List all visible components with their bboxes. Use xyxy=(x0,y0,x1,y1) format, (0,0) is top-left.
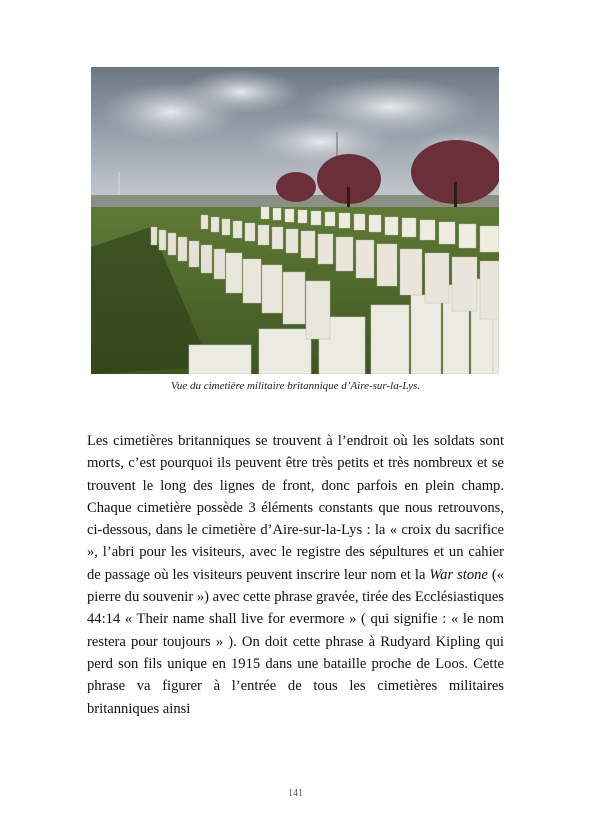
page-number: 141 xyxy=(288,788,303,799)
body-paragraph xyxy=(87,430,504,720)
paragraph-text-part2: (« pierre du souvenir ») avec cette phrase gravée, tirée des Ecclésiastiques 44:14 « Their name shall live for evermore » ( qui signifie : « le nom restera pour toujours » ). On doit cette phrase à Rudyard Kipling qui perd son fils unique en 1915 dans une bataille proche de Loos. Cette phrase va figurer à l’entrée de tous les cimetières militaires britanniques ainsi xyxy=(87,566,504,717)
photo-caption: Vue du cimetière militaire britannique d’Aire-sur-la-Lys. xyxy=(170,380,421,392)
paragraph-text-part1: Les cimetières britanniques se trouvent à l’endroit où les soldats sont morts, c’est pourquoi ils peuvent être très petits et très nombreux et se trouvent le long des lignes de front, donc parfois en plein champ. Chaque cimetière possède 3 éléments constants que nous retrouvons, ci-dessous, dans le cimetière d’Aire-sur-la-Lys : la « croix du sacrifice », l’abri pour les visiteurs, avec le registre des sépultures et un cahier de passage où les visiteurs peuvent inscrire leur nom et la xyxy=(87,433,504,583)
war-stone-term: War stone xyxy=(429,566,488,583)
cemetery-photo xyxy=(91,67,499,374)
